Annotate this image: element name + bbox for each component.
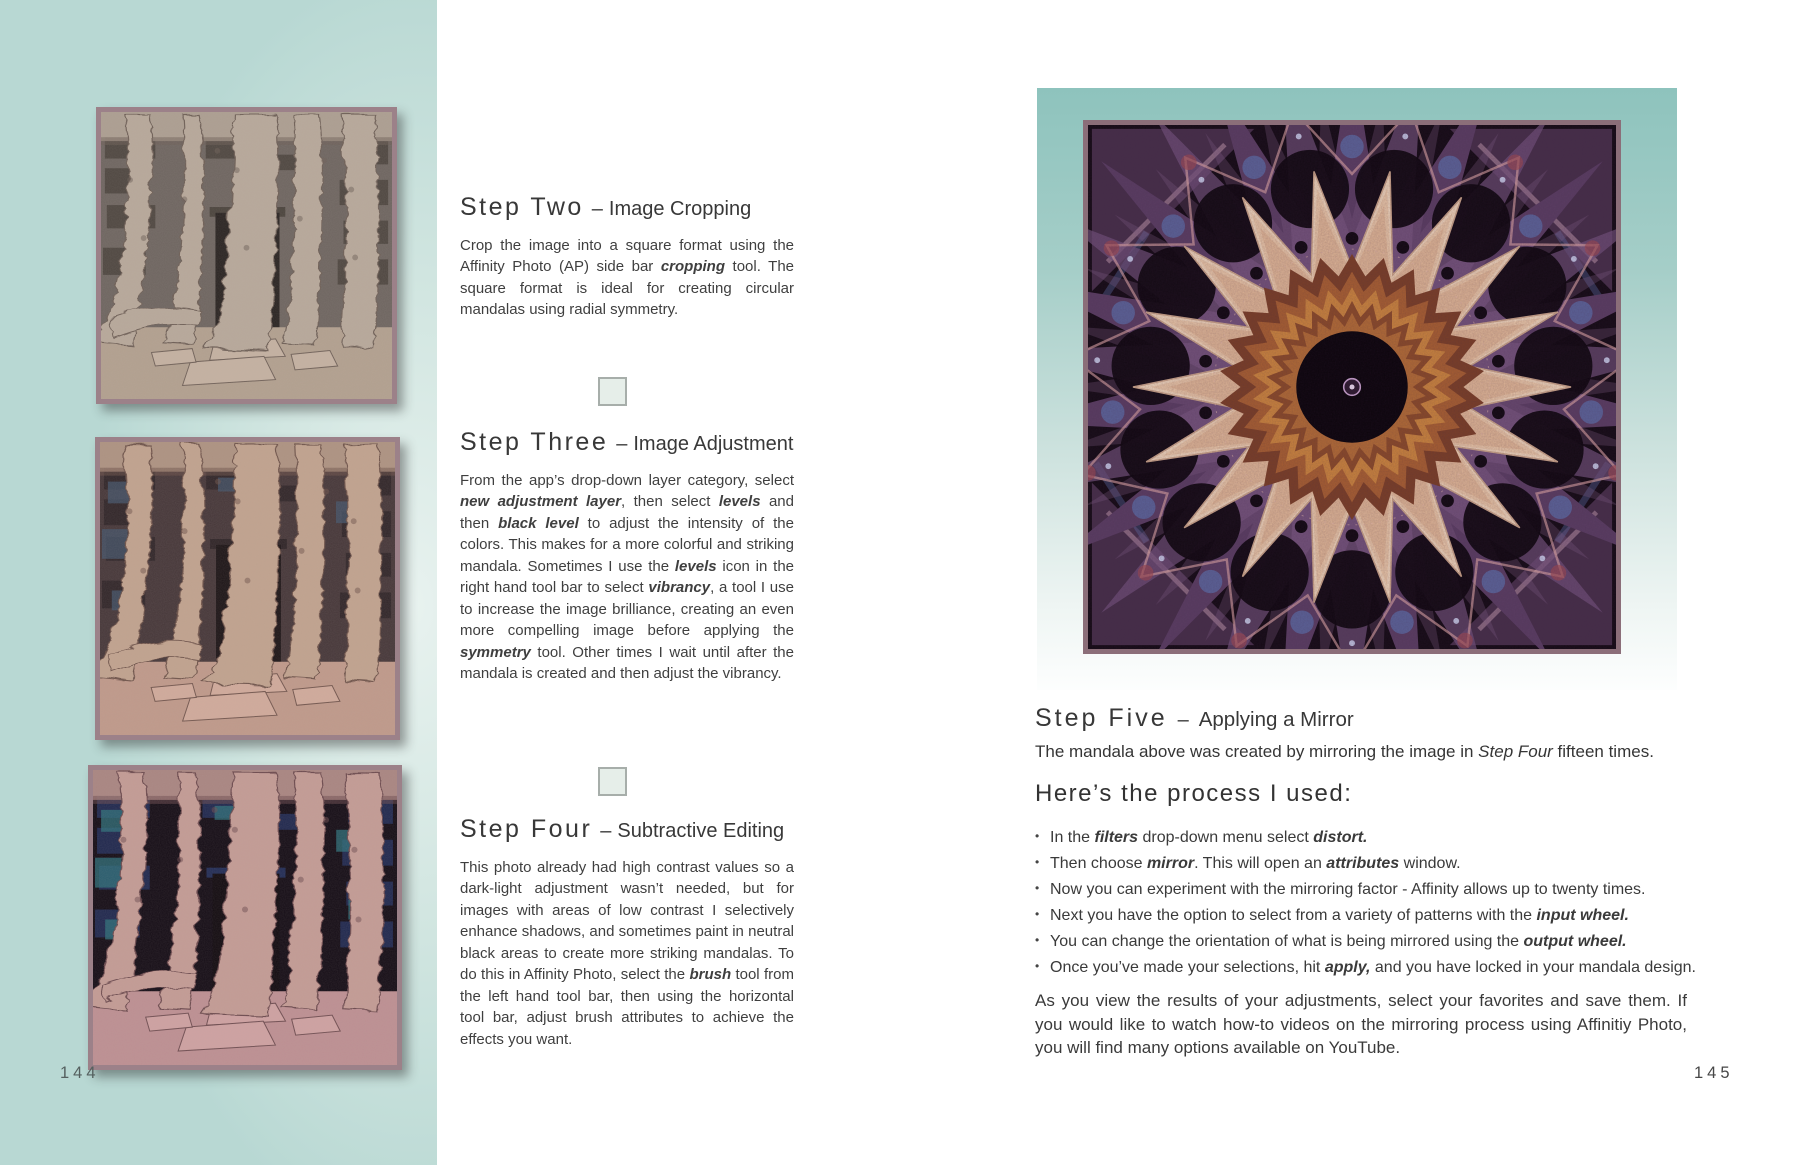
heading-title: Subtractive Editing [617,820,785,842]
section-divider-square [598,377,627,406]
step-four-body: This photo already had high contrast values so a dark-light adjustment wasn’t needed, but for images with areas of low contrast I selectively enhance shadows, and sometimes paint in neutral black areas to create more striking mandalas. To do this in Affinity Photo, select the brush tool from the left hand tool bar, then using the horizontal tool bar, adjust brush attributes to achieve the effects you want. [460,858,794,1048]
left-teal-panel [0,0,437,1165]
mandala-art [1088,125,1616,649]
section-step-three [460,428,794,685]
bullet-text: Then choose mirror. This will open an attributes window. [1050,855,1461,872]
tree-roots-photo-original [96,107,397,404]
section-step-five [1035,704,1354,733]
process-bullet [1035,954,1696,980]
bullet-text: You can change the orientation of what is being mirrored using the output wheel. [1050,933,1627,950]
step-three-heading [460,428,794,457]
heading-title: Image Cropping [608,198,752,220]
process-bullet [1035,928,1696,954]
page-number-right: 145 [1694,1064,1734,1082]
step-label: Step Two [460,193,584,221]
closing-paragraph: As you view the results of your adjustments, select your favorites and save them. If you would like to watch how-to videos on the mirroring process using Affinitiy Photo, you will find many options available on YouTube. [1035,991,1687,1057]
tree-roots-photo-adjusted [88,765,402,1070]
bullet-text: In the filters drop-down menu select distort. [1050,829,1368,846]
section-step-two [460,193,794,321]
bullet-dot-icon: • [1035,933,1040,947]
heading-dash: – [1177,709,1189,731]
heading-title: Image Adjustment [633,433,794,455]
bullet-text: Once you’ve made your selections, hit apply, and you have locked in your mandala design. [1050,959,1696,976]
step-two-heading [460,193,794,222]
bullet-dot-icon: • [1035,829,1040,843]
heading-title: Applying a Mirror [1198,708,1354,731]
process-bullet [1035,902,1696,928]
section-step-four [460,815,794,1050]
bullet-dot-icon: • [1035,907,1040,921]
tree-roots-photo-cropped [95,437,400,740]
tree-roots-art-2 [100,442,395,735]
step-label: Step Five [1035,704,1168,732]
step-four-heading [460,815,794,844]
heading-dash: – [600,820,612,842]
process-heading: Here’s the process I used: [1035,780,1353,807]
bullet-text: Next you have the option to select from a variety of patterns with the input wheel. [1050,907,1629,924]
heading-dash: – [616,433,628,455]
bullet-dot-icon: • [1035,959,1040,973]
bullet-dot-icon: • [1035,881,1040,895]
section-divider-square [598,767,627,796]
process-bullet [1035,876,1696,902]
tree-roots-art-1 [101,112,392,399]
step-five-heading [1035,704,1354,733]
step-label: Step Three [460,428,609,456]
mandala-image [1083,120,1621,654]
mandala-backdrop-panel [1037,88,1677,690]
step-five-subtitle: The mandala above was created by mirroring the image in Step Four fifteen times. [1035,742,1654,761]
tree-roots-art-3 [93,770,397,1065]
page-number-left: 144 [60,1064,100,1082]
bullet-text: Now you can experiment with the mirroring factor - Affinity allows up to twenty times. [1050,881,1646,898]
heading-dash: – [591,198,603,220]
step-label: Step Four [460,815,593,843]
step-two-body: Crop the image into a square format using the Affinity Photo (AP) side bar cropping tool. The square format is ideal for creating circular mandalas using radial symmetry. [460,236,794,319]
process-bullet [1035,850,1696,876]
bullet-dot-icon: • [1035,855,1040,869]
process-bullet-list [1035,824,1696,980]
step-three-body: From the app’s drop-down layer category, select new adjustment layer, then select levels and then black level to adjust the intensity of the colors. This makes for a more colorful and striking mandala. Sometimes I use the levels icon in the right hand tool bar to select vibrancy, a tool I use to increase the image brilliance, creating an even more compelling image before applying the symmetry tool. Other times I wait until after the mandala is created and then adjust the vibrancy. [460,471,794,683]
process-bullet [1035,824,1696,850]
